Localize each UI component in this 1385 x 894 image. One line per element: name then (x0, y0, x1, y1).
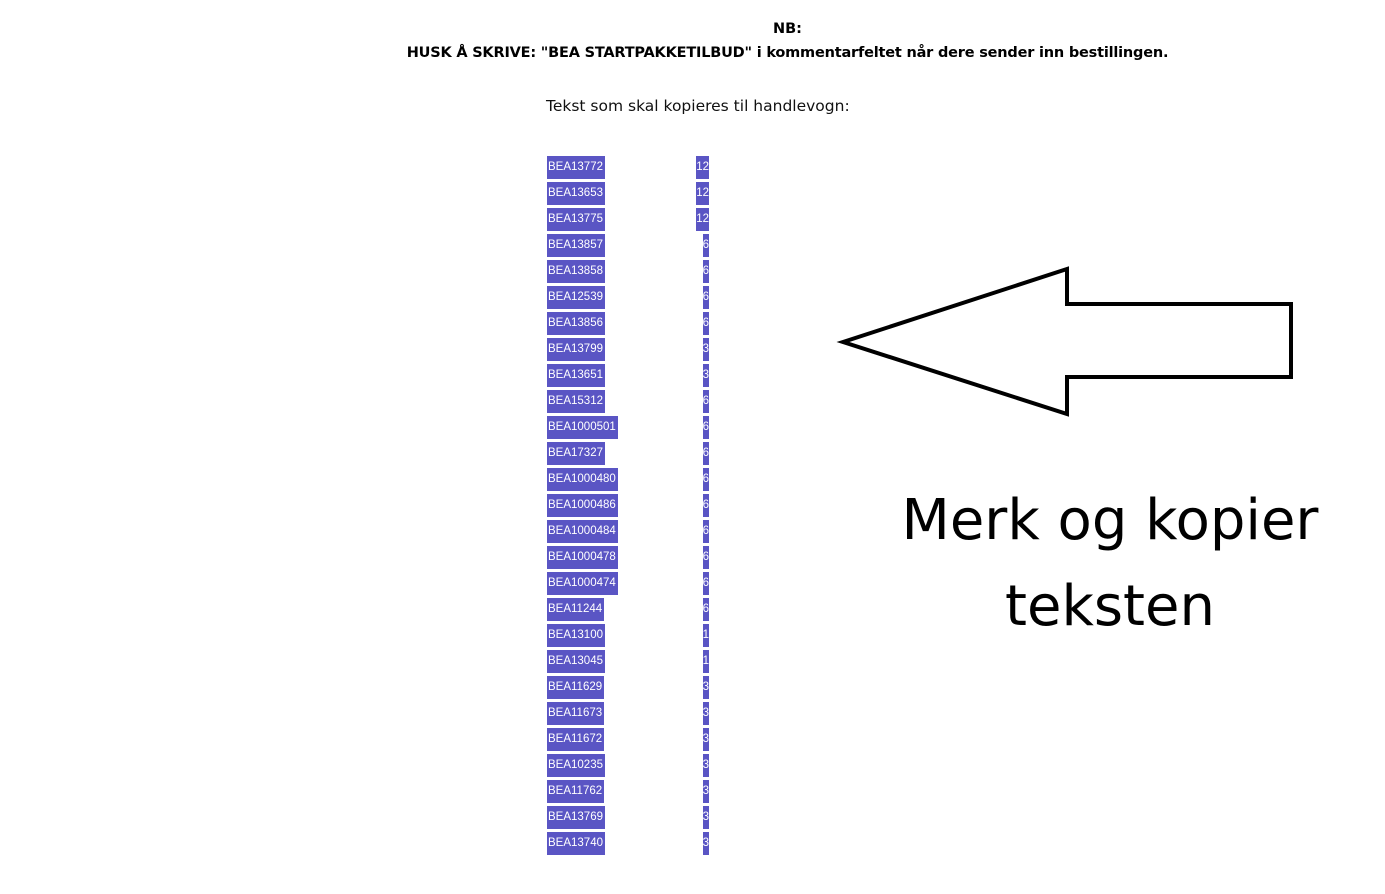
list-item[interactable] (547, 494, 717, 520)
quantity-text[interactable]: 6 (703, 442, 709, 465)
sku-text[interactable]: BEA1000474 (547, 572, 618, 595)
quantity-text[interactable]: 1 (703, 650, 709, 673)
list-item[interactable] (547, 702, 717, 728)
list-item[interactable] (547, 624, 717, 650)
list-item[interactable] (547, 234, 717, 260)
sku-text[interactable]: BEA10235 (547, 754, 605, 777)
list-item[interactable] (547, 728, 717, 754)
quantity-text[interactable]: 6 (703, 572, 709, 595)
sku-text[interactable]: BEA12539 (547, 286, 605, 309)
sku-text[interactable]: BEA13856 (547, 312, 605, 335)
sku-text[interactable]: BEA13857 (547, 234, 605, 257)
quantity-text[interactable]: 12 (696, 182, 709, 205)
list-item[interactable] (547, 598, 717, 624)
sku-text[interactable]: BEA1000478 (547, 546, 618, 569)
quantity-text[interactable]: 6 (703, 234, 709, 257)
quantity-text[interactable]: 12 (696, 208, 709, 231)
callout-line-1: Merk og kopier (901, 488, 1319, 553)
list-item[interactable] (547, 312, 717, 338)
list-item[interactable] (547, 780, 717, 806)
sku-text[interactable]: BEA13799 (547, 338, 605, 361)
quantity-text[interactable]: 3 (703, 754, 709, 777)
quantity-text[interactable]: 3 (703, 728, 709, 751)
sku-text[interactable]: BEA15312 (547, 390, 605, 413)
sku-text[interactable]: BEA13100 (547, 624, 605, 647)
left-arrow-icon (836, 262, 1306, 426)
sku-text[interactable]: BEA11244 (547, 598, 604, 621)
list-item[interactable] (547, 182, 717, 208)
list-item[interactable] (547, 260, 717, 286)
list-item[interactable] (547, 416, 717, 442)
sku-text[interactable]: BEA13653 (547, 182, 605, 205)
quantity-text[interactable]: 6 (703, 286, 709, 309)
list-item[interactable] (547, 754, 717, 780)
quantity-text[interactable]: 6 (703, 494, 709, 517)
quantity-text[interactable]: 3 (703, 780, 709, 803)
list-item[interactable] (547, 442, 717, 468)
quantity-text[interactable]: 6 (703, 468, 709, 491)
copy-callout (860, 478, 1360, 650)
sku-text[interactable]: BEA1000484 (547, 520, 618, 543)
notice-heading: NB: (773, 21, 802, 37)
list-item[interactable] (547, 156, 717, 182)
sku-text[interactable]: BEA17327 (547, 442, 605, 465)
quantity-text[interactable]: 3 (703, 806, 709, 829)
list-item[interactable] (547, 650, 717, 676)
list-item[interactable] (547, 364, 717, 390)
list-item[interactable] (547, 208, 717, 234)
notice-instruction: HUSK Å SKRIVE: "BEA STARTPAKKETILBUD" i kommentarfeltet når dere sender inn bestillingen. (406, 45, 1169, 61)
callout-line-2: teksten (1005, 574, 1215, 639)
sku-text[interactable]: BEA13769 (547, 806, 605, 829)
sku-text[interactable]: BEA13045 (547, 650, 605, 673)
list-item[interactable] (547, 520, 717, 546)
quantity-text[interactable]: 1 (703, 624, 709, 647)
sku-text[interactable]: BEA11629 (547, 676, 604, 699)
sku-text[interactable]: BEA13740 (547, 832, 605, 855)
sku-text[interactable]: BEA13858 (547, 260, 605, 283)
sku-text[interactable]: BEA13651 (547, 364, 605, 387)
quantity-text[interactable]: 6 (703, 598, 709, 621)
sku-text[interactable]: BEA1000501 (547, 416, 618, 439)
sku-text[interactable]: BEA1000480 (547, 468, 618, 491)
sku-text[interactable]: BEA13775 (547, 208, 605, 231)
list-item[interactable] (547, 468, 717, 494)
list-item[interactable] (547, 546, 717, 572)
quantity-text[interactable]: 3 (703, 364, 709, 387)
list-item[interactable] (547, 806, 717, 832)
copy-instruction-label: Tekst som skal kopieres til handlevogn: (546, 97, 850, 115)
list-item[interactable] (547, 338, 717, 364)
quantity-text[interactable]: 3 (703, 702, 709, 725)
sku-text[interactable]: BEA11673 (547, 702, 604, 725)
quantity-text[interactable]: 6 (703, 260, 709, 283)
quantity-text[interactable]: 6 (703, 312, 709, 335)
quantity-text[interactable]: 3 (703, 338, 709, 361)
list-item[interactable] (547, 390, 717, 416)
sku-text[interactable]: BEA13772 (547, 156, 605, 179)
list-item[interactable] (547, 572, 717, 598)
list-item[interactable] (547, 676, 717, 702)
selected-order-list[interactable] (547, 156, 717, 858)
sku-text[interactable]: BEA1000486 (547, 494, 618, 517)
quantity-text[interactable]: 3 (703, 676, 709, 699)
quantity-text[interactable]: 6 (703, 520, 709, 543)
quantity-text[interactable]: 6 (703, 546, 709, 569)
sku-text[interactable]: BEA11672 (547, 728, 604, 751)
quantity-text[interactable]: 12 (696, 156, 709, 179)
sku-text[interactable]: BEA11762 (547, 780, 604, 803)
list-item[interactable] (547, 286, 717, 312)
quantity-text[interactable]: 6 (703, 416, 709, 439)
quantity-text[interactable]: 6 (703, 390, 709, 413)
list-item[interactable] (547, 832, 717, 858)
quantity-text[interactable]: 3 (703, 832, 709, 855)
